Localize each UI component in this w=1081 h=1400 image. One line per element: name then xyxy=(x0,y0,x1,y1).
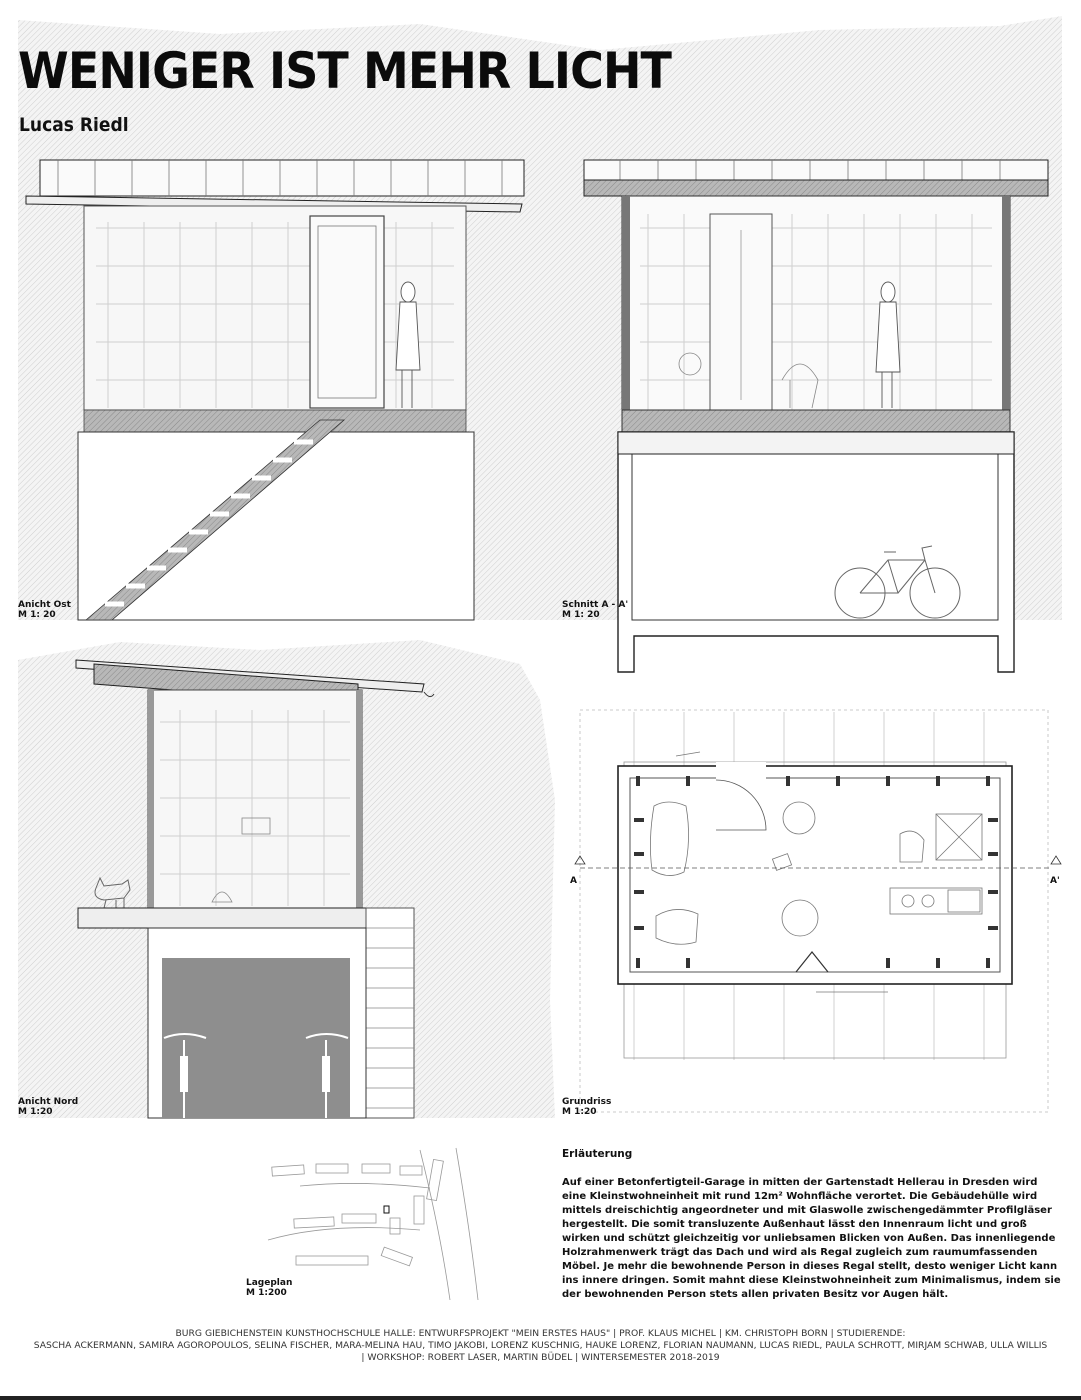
floor-plan-caption xyxy=(562,1097,611,1117)
section-axis-left: A xyxy=(570,876,577,886)
page-title: WENIGER IST MEHR LICHT xyxy=(18,42,671,100)
section-label: Schnitt A - A' xyxy=(562,600,629,610)
floor-plan-scale: M 1:20 xyxy=(562,1107,597,1117)
section-drawing xyxy=(584,160,1048,672)
east-elevation xyxy=(26,160,524,620)
site-plan xyxy=(268,1148,478,1300)
section-caption xyxy=(562,600,628,620)
site-plan-label: Lageplan xyxy=(246,1278,293,1288)
author-name: Lucas Riedl xyxy=(19,114,129,136)
explanation-title: Erläuterung xyxy=(562,1148,633,1160)
east-elevation-label: Anicht Ost xyxy=(18,600,71,610)
site-plan-caption xyxy=(246,1278,292,1298)
footer-line-3: | WORKSHOP: ROBERT LASER, MARTIN BÜDEL | WINTERSEMESTER 2018-2019 xyxy=(361,1352,720,1363)
bottom-rule xyxy=(0,1396,1081,1400)
explanation-body: Auf einer Betonfertigteil-Garage in mitten der Gartenstadt Hellerau in Dresden wird eine Kleinstwohneinheit mit rund 12m² Wohnfläche verortet. Die Gebäudehülle wird mittels dreischichtig angeordneter und mit Glaswolle zwischengedämmter Profilgläser hergestellt. Die somit transluzente Außenhaut lässt den Innenraum licht und groß wirken und schützt gleichzeitig vor unliebsamen Blicken von Außen. Das innenliegende Holzrahmenwerk trägt das Dach und wird als Regal zugleich zum raumumfassenden Möbel. Je mehr die bewohnende Person in dieses Regal stellt, desto weniger Licht kann ins innere dringen. Somit mahnt diese Kleinstwohneinheit zum Minimalismus, indem sie der bewohnenden Person stets allen privaten Besitz vor Augen hält. xyxy=(562,1177,1061,1300)
footer-credits xyxy=(0,1328,1081,1364)
floor-plan-label: Grundriss xyxy=(562,1097,612,1107)
footer-line-1: BURG GIEBICHENSTEIN KUNSTHOCHSCHULE HALLE: ENTWURFSPROJEKT "MEIN ERSTES HAUS" | PROF. KLAUS MICHEL | KM. CHRISTOPH BORN | STUDIERENDE: xyxy=(175,1328,906,1339)
east-elevation-scale: M 1: 20 xyxy=(18,610,56,620)
section-scale: M 1: 20 xyxy=(562,610,600,620)
section-axis-right: A' xyxy=(1050,876,1060,886)
north-elevation-label: Anicht Nord xyxy=(18,1097,79,1107)
north-elevation-caption xyxy=(18,1097,78,1117)
footer-line-2: SASCHA ACKERMANN, SAMIRA AGOROPOULOS, SELINA FISCHER, MARA-MELINA HAU, TIMO JAKOBI, LORENZ KUSCHNIG, HAUKE LORENZ, FLORIAN NAUMANN, LUCAS RIEDL, PAULA SCHROTT, MIRJAM SCHWAB, ULLA WILLIS xyxy=(33,1340,1048,1351)
north-elevation-scale: M 1:20 xyxy=(18,1107,53,1117)
site-plan-scale: M 1:200 xyxy=(246,1288,287,1298)
east-elevation-caption xyxy=(18,600,71,620)
